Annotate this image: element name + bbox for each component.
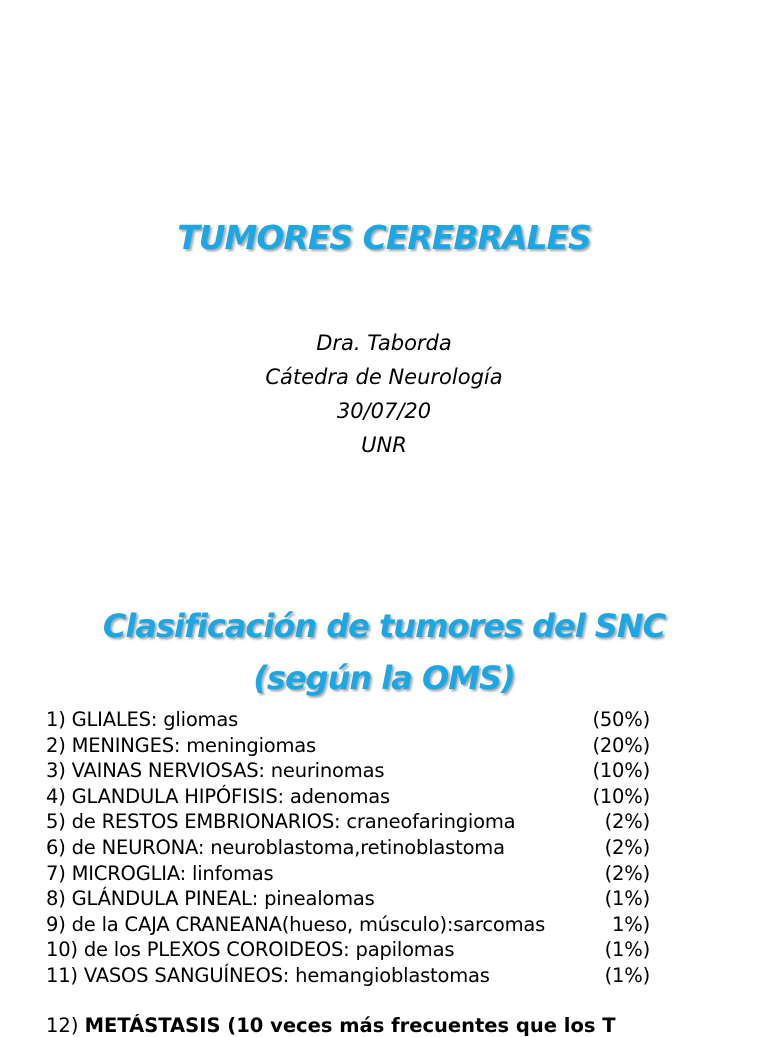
list-item-label: 4) GLANDULA HIPÓFISIS: adenomas: [46, 784, 390, 808]
list-item: [46, 784, 654, 810]
list-item-label: 3) VAINAS NERVIOSAS: neurinomas: [46, 759, 385, 783]
classification-title-line-1: Clasificación de tumores del SNC: [102, 607, 666, 645]
list-item-label: 10) de los PLEXOS COROIDEOS: papilomas: [46, 938, 455, 962]
list-item: [46, 809, 654, 835]
presentation-title: TUMORES CEREBRALES: [177, 218, 591, 257]
list-item-label: 11) VASOS SANGUÍNEOS: hemangioblastomas: [46, 963, 490, 987]
list-item-percentage: (10%): [592, 759, 650, 783]
list-item-label: METÁSTASIS (10 veces más frecuentes que los T: [84, 1014, 616, 1037]
list-item-number: 12): [46, 1014, 85, 1037]
presentation-date: 30/07/20: [336, 399, 432, 423]
list-item-percentage: (2%): [604, 810, 650, 834]
list-item-label: 1) GLIALES: gliomas: [46, 708, 239, 731]
list-item-percentage: (1%): [604, 963, 650, 987]
list-item-percentage: (2%): [604, 861, 650, 885]
list-item-label: 9) de la CAJA CRANEANA(hueso, músculo):sarcomas: [46, 912, 546, 936]
list-item-label: 5) de RESTOS EMBRIONARIOS: craneofaringioma: [46, 810, 516, 834]
list-item: [46, 861, 654, 887]
list-item: [46, 937, 654, 963]
list-item-metastasis: [46, 1014, 766, 1037]
presenter-info: [0, 326, 768, 462]
list-item-percentage: (10%): [592, 784, 650, 808]
list-item-percentage: 1%): [612, 912, 650, 936]
list-item-percentage: (1%): [604, 938, 650, 962]
list-item-percentage: (50%): [592, 708, 650, 731]
list-item-label: 7) MICROGLIA: linfomas: [46, 861, 274, 885]
author-name: Dra. Taborda: [316, 331, 452, 355]
department-name: Cátedra de Neurología: [265, 365, 503, 389]
list-item-label: 6) de NEURONA: neuroblastoma,retinoblastoma: [46, 835, 505, 859]
classification-title-line-2: (según la OMS): [253, 659, 515, 697]
institution-name: UNR: [361, 433, 407, 457]
tumor-classification-list: [46, 707, 654, 989]
list-item: [46, 886, 654, 912]
list-item-percentage: (2%): [604, 835, 650, 859]
list-item-percentage: (1%): [604, 887, 650, 911]
list-item: [46, 835, 654, 861]
list-item: [46, 707, 654, 733]
list-item: [46, 912, 654, 938]
classification-title: [0, 600, 768, 704]
list-item: [46, 758, 654, 784]
classification-slide: [0, 576, 768, 1037]
list-item-label: 2) MENINGES: meningiomas: [46, 733, 317, 757]
list-item-percentage: (20%): [592, 733, 650, 757]
list-item-label: 8) GLÁNDULA PINEAL: pinealomas: [46, 887, 375, 911]
list-item: [46, 963, 654, 989]
list-item: [46, 733, 654, 759]
